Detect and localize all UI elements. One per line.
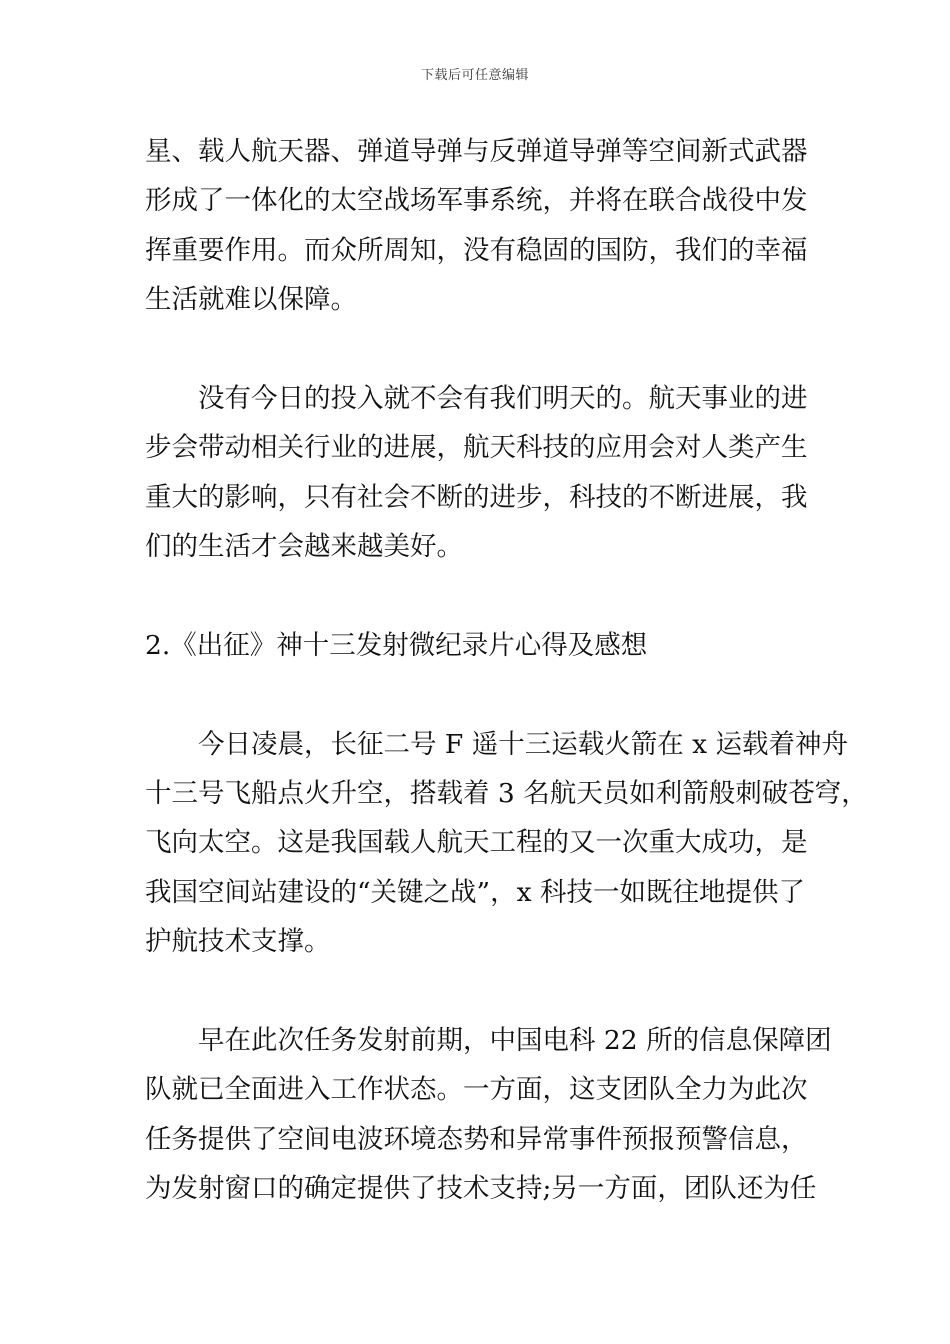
text-line: 们的生活才会越来越美好。 bbox=[145, 531, 463, 563]
page-header: 下载后可任意编辑 bbox=[420, 68, 529, 83]
paragraph-3 bbox=[145, 720, 868, 967]
paragraph-1 bbox=[145, 127, 825, 325]
document-body bbox=[145, 127, 868, 1214]
text-line: 队就已全面进入工作状态。一方面，这支团队全力为此次 bbox=[145, 1074, 808, 1106]
text-line: 重大的影响，只有社会不断的进步，科技的不断进展，我 bbox=[145, 481, 808, 513]
text-line: 今日凌晨，长征二号 F 遥十三运载火箭在 x 运载着神舟 bbox=[198, 728, 849, 760]
text-line: 飞向太空。这是我国载人航天工程的又一次重大成功，是 bbox=[145, 827, 808, 859]
text-line: 任务提供了空间电波环境态势和异常事件预报预警信息， bbox=[145, 1123, 808, 1155]
text-line: 护航技术支撑。 bbox=[145, 926, 331, 958]
text-line: 挥重要作用。而众所周知，没有稳固的国防，我们的幸福 bbox=[145, 234, 808, 266]
paragraph-2 bbox=[145, 374, 825, 572]
text-line: 早在此次任务发射前期，中国电科 22 所的信息保障团 bbox=[198, 1025, 832, 1057]
text-line: 我国空间站建设的“关键之战”，x 科技一如既往地提供了 bbox=[145, 876, 805, 908]
text-line: 步会带动相关行业的进展，航天科技的应用会对人类产生 bbox=[145, 432, 808, 464]
section-heading bbox=[145, 621, 825, 670]
text-line: 星、载人航天器、弹道导弹与反弹道导弹等空间新式武器 bbox=[145, 136, 808, 167]
text-line: 生活就难以保障。 bbox=[145, 284, 357, 316]
text-line: 十三号飞船点火升空，搭载着 3 名航天员如利箭般刺破苍穹， bbox=[145, 778, 868, 810]
paragraph-gap bbox=[145, 670, 825, 719]
text-line: 形成了一体化的太空战场军事系统，并将在联合战役中发 bbox=[145, 185, 808, 217]
text-line: 没有今日的投入就不会有我们明天的。航天事业的进 bbox=[198, 382, 808, 414]
paragraph-4 bbox=[145, 1016, 832, 1214]
paragraph-gap bbox=[145, 572, 825, 621]
paragraph-gap bbox=[145, 967, 825, 1016]
heading-line: 2.《出征》神十三发射微纪录片心得及感想 bbox=[145, 629, 648, 661]
text-line: 为发射窗口的确定提供了技术支持;另一方面，团队还为任 bbox=[145, 1173, 817, 1205]
paragraph-gap bbox=[145, 325, 825, 374]
